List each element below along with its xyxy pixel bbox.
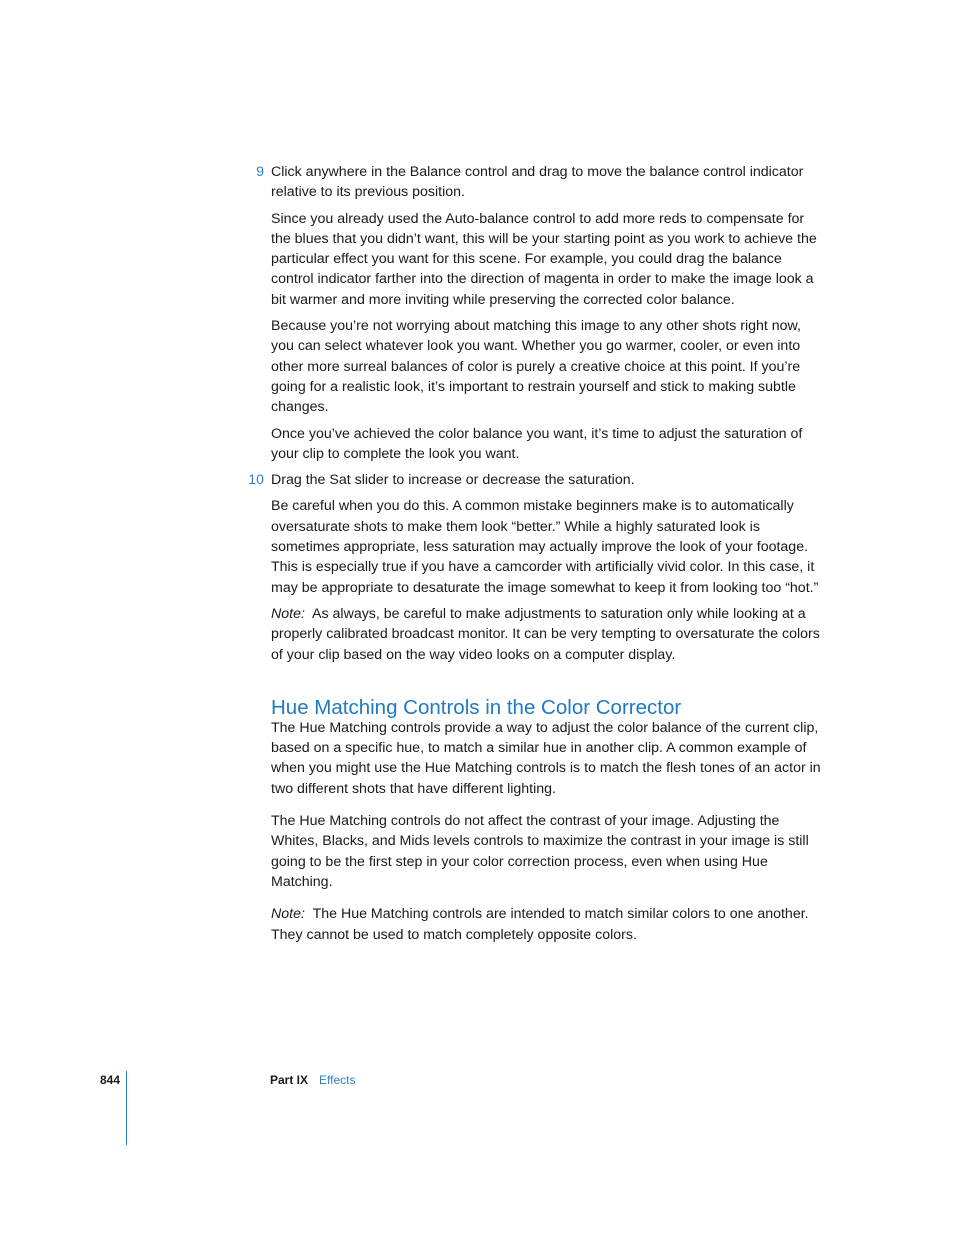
- body-paragraph: Be careful when you do this. A common mistake beginners make is to automatically oversaturate shots to make them look “better.” While a highly saturated look is sometimes appropriate, less saturation may actually improve the look of your footage. This is especially true if you have a camcorder with artificially vivid color. In this case, it may be appropriate to desaturate the image somewhat to keep it from looking too “hot.”: [271, 498, 819, 596]
- step-10: [248, 470, 827, 490]
- footer-divider: [126, 1071, 127, 1145]
- note-label: Note:: [271, 605, 305, 622]
- step-9: [256, 162, 827, 203]
- body-paragraph: Because you’re not worrying about matching this image to any other shots right now, you can select whatever look you want. Whether you go warmer, cooler, or even into other more surreal balances of color is purely a creative choice at this point. If you’re going for a realistic look, it’s important to restrain yourself and stick to making subtle changes.: [271, 318, 801, 416]
- page-number: 844: [99, 1073, 120, 1087]
- step-text: Drag the Sat slider to increase or decrease the saturation.: [271, 472, 635, 489]
- footer-part: Part IX: [270, 1073, 309, 1087]
- note: [271, 604, 827, 665]
- body-paragraph: Since you already used the Auto-balance control to add more reds to compensate for the blues that you didn’t want, this will be your starting point as you work to achieve the particular effect you want for this scene. For example, you could drag the balance control indicator farther into the direction of magenta in order to make the image look a bit warmer and more inviting while preserving the corrected color balance.: [271, 210, 817, 308]
- body-paragraph: The Hue Matching controls do not affect the contrast of your image. Adjusting the Whites, Blacks, and Mids levels controls to maximize the contrast in your image is still going to be the first step in your color correction process, even when using Hue Matching.: [271, 813, 809, 890]
- note: [271, 904, 827, 945]
- body-paragraph: The Hue Matching controls provide a way to adjust the color balance of the current clip, based on a specific hue, to match a similar hue in another clip. A common example of when you might use the Hue Matching controls is to match the flesh tones of an actor in two different shots that have different lighting.: [271, 719, 821, 797]
- step-text: Click anywhere in the Balance control and drag to move the balance control indicator relative to its previous position.: [271, 164, 804, 201]
- body-paragraph: Once you’ve achieved the color balance you want, it’s time to adjust the saturation of your clip to complete the look you want.: [271, 425, 803, 462]
- note-label: Note:: [271, 906, 305, 923]
- step-number: 9: [256, 164, 264, 180]
- section-heading: Hue Matching Controls in the Color Corrector: [271, 695, 682, 719]
- footer-section: Effects: [319, 1073, 356, 1087]
- note-text: The Hue Matching controls are intended to match similar colors to one another. They cannot be used to match completely opposite colors.: [271, 906, 809, 943]
- page-body: [248, 162, 827, 957]
- note-text: As always, be careful to make adjustments to saturation only while looking at a properly calibrated broadcast monitor. It can be very tempting to oversaturate the colors of your clip based on the way video looks on a computer display.: [271, 605, 820, 663]
- step-number: 10: [248, 472, 264, 489]
